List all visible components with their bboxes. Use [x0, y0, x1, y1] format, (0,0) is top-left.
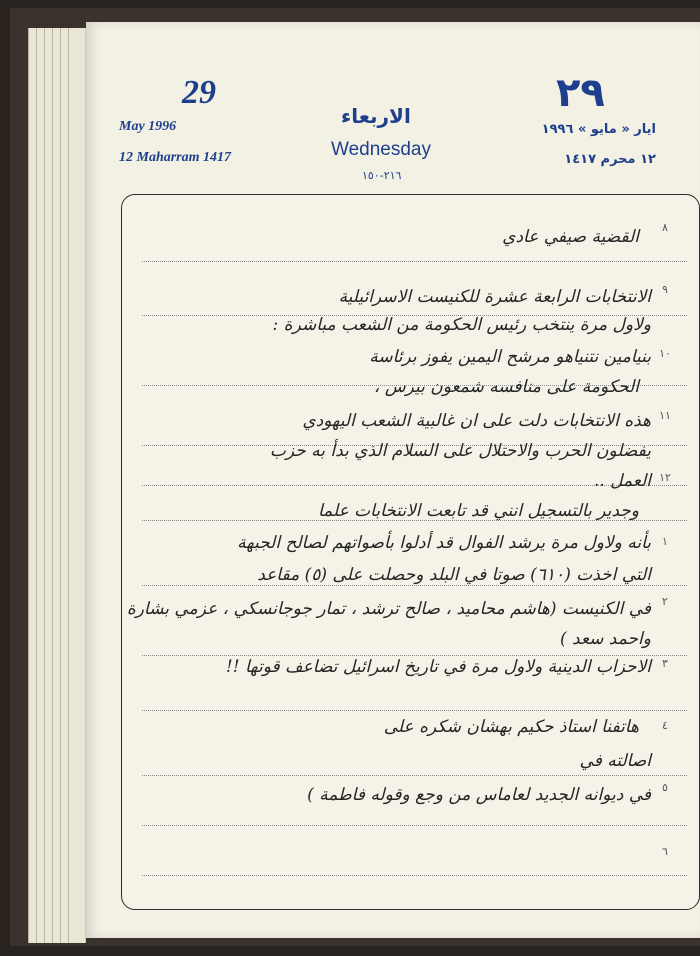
hijri-date-en: 12 Maharram 1417 — [119, 150, 232, 165]
page-edges — [28, 28, 88, 943]
handwritten-line: في الكنيست (هاشم محاميد ، صالح ترشد ، تمار جوجانسكي ، عزمي بشارة — [126, 599, 651, 619]
diary-book — [10, 8, 700, 948]
day-count: ٢١٦-١٥٠ — [362, 169, 402, 182]
handwritten-line: التي اخذت (٦١٠) صوتا في البلد وحصلت على (٥) مقاعد — [257, 565, 651, 585]
handwritten-line: الانتخابات الرابعة عشرة للكنيست الاسرائيلية — [338, 287, 651, 307]
hour-label: ٨ — [662, 221, 668, 234]
table-surface — [0, 946, 700, 956]
hijri-date-ar: ١٢ محرم ١٤١٧ — [564, 152, 656, 167]
hour-label: ١٠ — [659, 347, 671, 360]
handwritten-line: الاحزاب الدينية ولاول مرة في تاريخ اسرائيل تضاعف قوتها !! — [225, 657, 651, 677]
page-header — [86, 22, 700, 197]
handwritten-line: العمل .. — [593, 471, 651, 491]
notes-area — [121, 194, 700, 910]
handwritten-line: الحكومة على منافسه شمعون بيرس ، — [373, 377, 639, 397]
hour-label: ٢ — [662, 595, 668, 608]
weekday-ar: الاربعاء — [341, 104, 411, 128]
hour-label: ٥ — [662, 781, 668, 794]
hour-label: ٣ — [662, 657, 668, 670]
hour-label: ٤ — [662, 719, 668, 732]
hour-label: ١٢ — [659, 471, 671, 484]
handwritten-line: وجدير بالتسجيل انني قد تابعت الانتخابات علما — [317, 501, 639, 521]
handwritten-line: في ديوانه الجديد لعاماس من وجع وقوله فاطمة ) — [307, 785, 651, 805]
handwritten-line: اصالته في — [579, 751, 651, 771]
handwritten-line: بأنه ولاول مرة يرشد الفوال قد أدلوا بأصواتهم لصالح الجبهة — [237, 533, 651, 553]
handwritten-line: واحمد سعد ) — [559, 629, 651, 649]
handwritten-line: هاتفنا استاذ حكيم بهشان شكره على — [383, 717, 639, 737]
handwritten-line: ولاول مرة ينتخب رئيس الحكومة من الشعب مباشرة : — [272, 315, 651, 335]
gregorian-date-en: May 1996 — [119, 119, 177, 134]
handwritten-line: هذه الانتخابات دلت على ان غالبية الشعب اليهودي — [302, 411, 651, 431]
handwritten-line: بنيامين نتنياهو مرشح اليمين يفوز برئاسة — [369, 347, 651, 367]
day-number-en: 29 — [182, 74, 216, 111]
hour-label: ٩ — [662, 283, 668, 296]
weekday-en: Wednesday — [331, 139, 431, 160]
gregorian-date-ar: ايار « مايو » ١٩٩٦ — [541, 122, 656, 137]
hour-label: ١١ — [659, 409, 671, 422]
handwritten-line: يفضلون الحرب والاحتلال على السلام الذي بدأ به حزب — [269, 441, 651, 461]
handwritten-line: القضية صيفي عادي — [502, 227, 639, 247]
day-number-ar: ٢٩ — [556, 70, 605, 116]
diary-page — [86, 22, 700, 938]
hour-label: ١ — [662, 535, 668, 548]
hour-label: ٦ — [662, 845, 668, 858]
